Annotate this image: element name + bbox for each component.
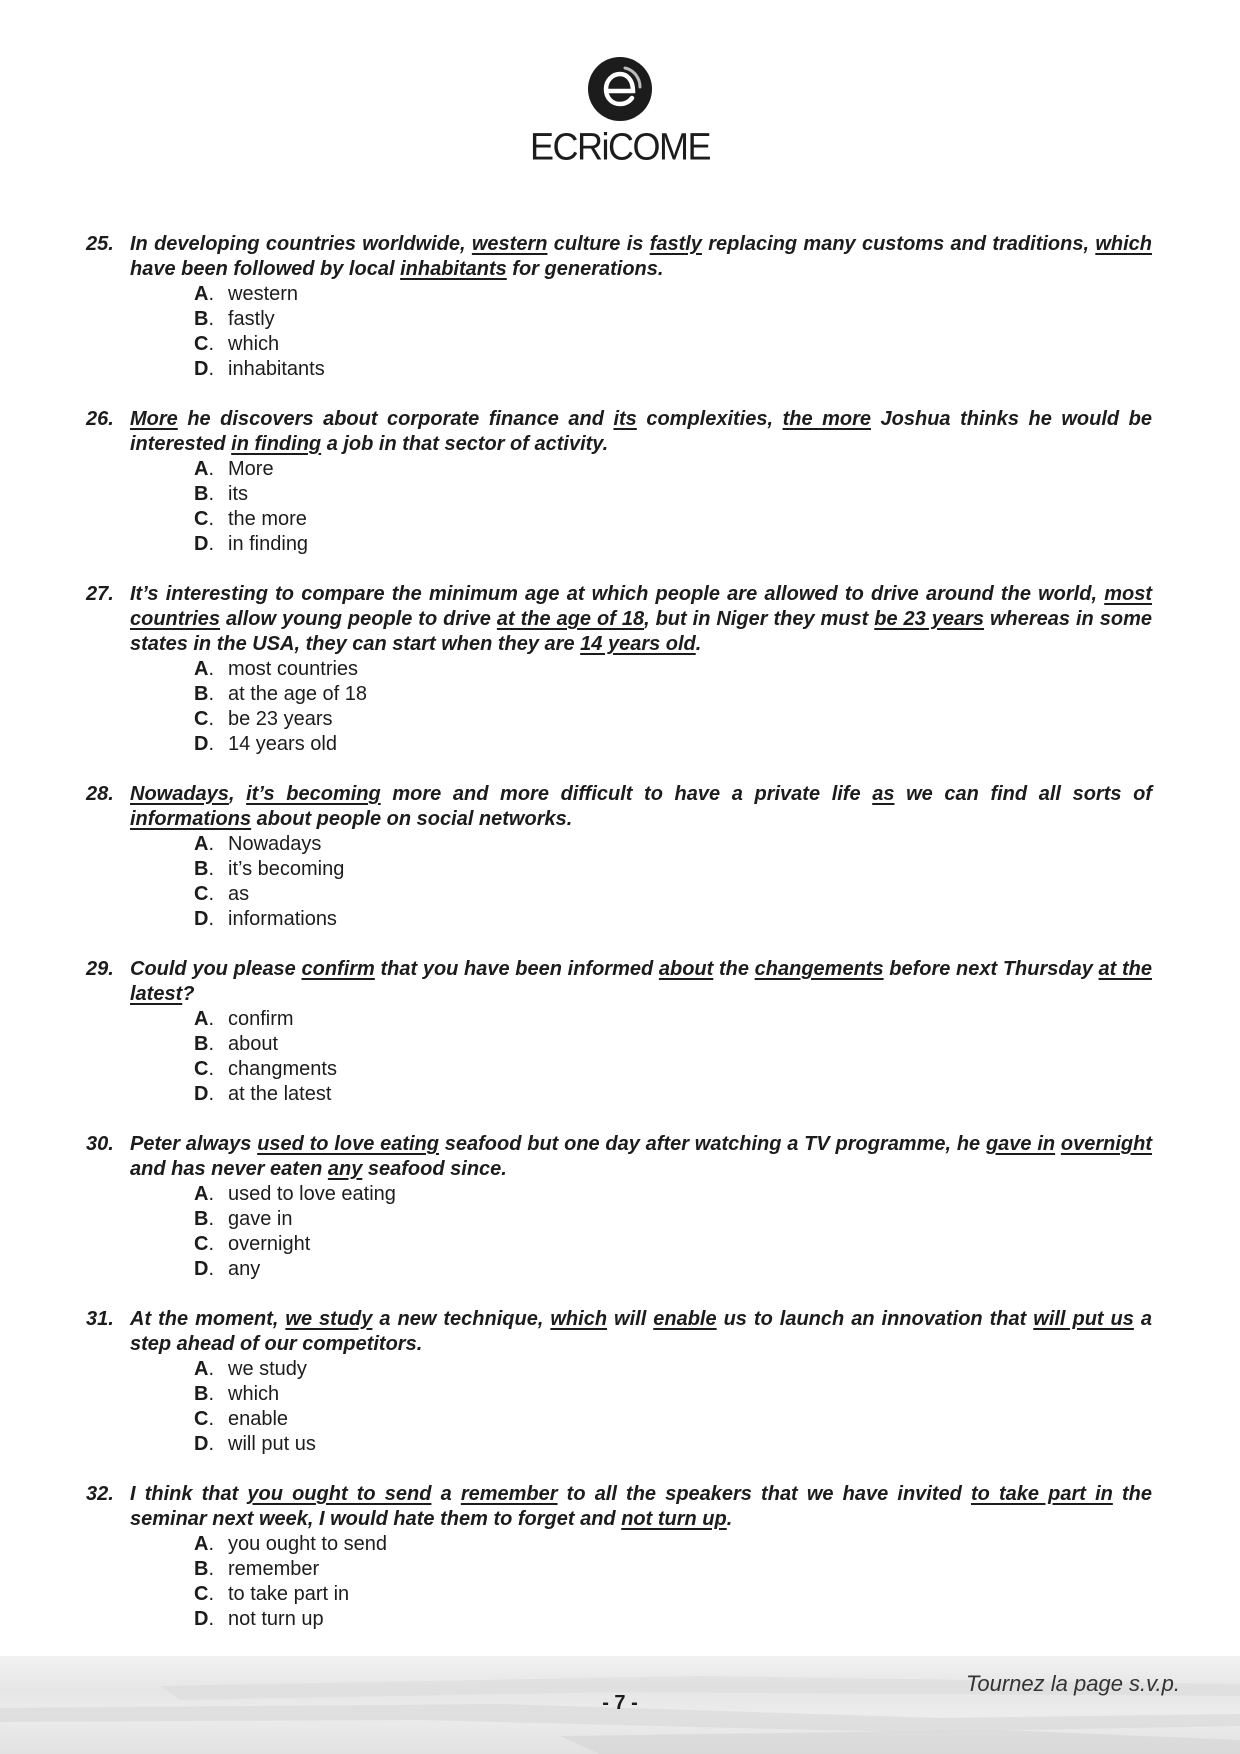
underlined-segment: in finding (231, 433, 322, 455)
underlined-segment: More (130, 408, 178, 430)
text-segment: us to launch an innovation that (716, 1308, 1034, 1330)
question-number: 26. (86, 408, 114, 430)
option-letter: A . (194, 1007, 228, 1032)
turn-page-note: Tournez la page s.v.p. (965, 1671, 1180, 1696)
answer-option (194, 1582, 1152, 1607)
text-segment: a new technique, (372, 1308, 551, 1330)
underlined-segment: which (550, 1308, 608, 1330)
option-text: will put us (228, 1433, 316, 1455)
option-letter: A . (194, 457, 228, 482)
option-text: inhabitants (228, 358, 325, 380)
option-text: the more (228, 508, 307, 530)
answer-option (194, 1607, 1152, 1632)
question-text (130, 1132, 1152, 1182)
text-segment: a (431, 1483, 461, 1505)
answer-option (194, 1357, 1152, 1382)
option-letter: D . (194, 1607, 228, 1632)
answer-options (86, 282, 1152, 382)
text-segment: , but in Niger they must (644, 608, 875, 630)
option-letter: A . (194, 657, 228, 682)
question-text (130, 582, 1152, 657)
option-text: its (228, 483, 248, 505)
question-text (130, 957, 1152, 1007)
option-letter: C . (194, 1582, 228, 1607)
answer-option (194, 907, 1152, 932)
question-number: 30. (86, 1133, 114, 1155)
question-item (86, 232, 1152, 382)
answer-option (194, 1532, 1152, 1557)
answer-option (194, 357, 1152, 382)
option-text: confirm (228, 1008, 294, 1030)
underlined-segment: confirm (301, 958, 375, 980)
question-number: 25. (86, 233, 114, 255)
underlined-segment: you ought to send (247, 1483, 432, 1505)
option-text: fastly (228, 308, 275, 330)
option-letter: A . (194, 832, 228, 857)
question-stem (86, 782, 1152, 832)
text-segment: culture is (547, 233, 650, 255)
option-text: remember (228, 1558, 320, 1580)
text-segment: have been followed by local (130, 258, 401, 280)
text-segment: before next Thursday (883, 958, 1099, 980)
text-segment: and has never eaten (130, 1158, 328, 1180)
option-text: gave in (228, 1208, 293, 1230)
text-segment: complexities, (636, 408, 783, 430)
underlined-segment: most countries (130, 583, 1152, 630)
answer-option (194, 1182, 1152, 1207)
question-stem (86, 957, 1152, 1007)
answer-option (194, 1207, 1152, 1232)
option-text: used to love eating (228, 1183, 396, 1205)
answer-option (194, 1432, 1152, 1457)
option-letter: B . (194, 307, 228, 332)
option-letter: D . (194, 907, 228, 932)
ecricome-logo (0, 56, 1240, 168)
underlined-segment: not turn up (621, 1508, 727, 1530)
answer-option (194, 682, 1152, 707)
question-number: 31. (86, 1308, 114, 1330)
text-segment: more and more difficult to have a private life (380, 783, 873, 805)
answer-options (86, 832, 1152, 932)
question-text (130, 782, 1152, 832)
text-segment: will (607, 1308, 654, 1330)
underlined-segment: gave in (985, 1133, 1056, 1155)
underlined-segment: inhabitants (400, 258, 507, 280)
underlined-segment: its (613, 408, 637, 430)
question-item (86, 1132, 1152, 1282)
option-letter: C . (194, 507, 228, 532)
option-text: western (228, 283, 299, 305)
answer-option (194, 507, 1152, 532)
answer-options (86, 1007, 1152, 1107)
option-text: 14 years old (228, 733, 337, 755)
question-text (130, 1482, 1152, 1532)
option-letter: B . (194, 1032, 228, 1057)
answer-option (194, 732, 1152, 757)
question-stem (86, 582, 1152, 657)
option-letter: C . (194, 1057, 228, 1082)
option-letter: B . (194, 1207, 228, 1232)
answer-option (194, 882, 1152, 907)
underlined-segment: enable (653, 1308, 717, 1330)
option-text: in finding (228, 533, 309, 555)
question-number: 27. (86, 583, 114, 605)
text-segment: a job in that sector of activity. (321, 433, 609, 455)
text-segment: Joshua thinks he would be interested (130, 408, 1152, 455)
option-text: as (228, 883, 250, 905)
text-segment: to all the speakers that we have invited (557, 1483, 971, 1505)
text-segment: Peter always (130, 1133, 258, 1155)
text-segment: allow young people to drive (220, 608, 497, 630)
text-segment: for generations. (506, 258, 664, 280)
question-stem (86, 1132, 1152, 1182)
underlined-segment: Nowadays (130, 783, 229, 805)
answer-option (194, 332, 1152, 357)
option-text: which (228, 1383, 280, 1405)
answer-option (194, 1032, 1152, 1057)
answer-option (194, 657, 1152, 682)
option-letter: C . (194, 882, 228, 907)
text-segment: . (726, 1508, 733, 1530)
answer-option (194, 857, 1152, 882)
option-text: not turn up (228, 1608, 324, 1630)
option-text: about (228, 1033, 279, 1055)
answer-option (194, 307, 1152, 332)
underlined-segment: we study (285, 1308, 373, 1330)
underlined-segment: will put us (1033, 1308, 1134, 1330)
text-segment: we can find all sorts of (894, 783, 1152, 805)
answer-options (86, 1532, 1152, 1632)
answer-option (194, 707, 1152, 732)
text-segment: It’s interesting to compare the minimum age at which people are allowed to drive around the world, (130, 583, 1105, 605)
option-text: at the age of 18 (228, 683, 368, 705)
underlined-segment: as (872, 783, 895, 805)
option-text: it’s becoming (228, 858, 345, 880)
option-text: at the latest (228, 1083, 332, 1105)
question-item (86, 582, 1152, 757)
text-segment: the seminar next week, I would hate them to forget and (130, 1483, 1152, 1530)
underlined-segment: fastly (649, 233, 702, 255)
text-segment: In developing countries worldwide, (130, 233, 472, 255)
option-text: which (228, 333, 280, 355)
option-text: changments (228, 1058, 337, 1080)
answer-option (194, 532, 1152, 557)
answer-option (194, 1007, 1152, 1032)
answer-option (194, 1232, 1152, 1257)
text-segment: At the moment, (130, 1308, 286, 1330)
underlined-segment: remember (460, 1483, 558, 1505)
answer-option (194, 1382, 1152, 1407)
underlined-segment: to take part in (970, 1483, 1113, 1505)
option-letter: D . (194, 532, 228, 557)
underlined-segment: the more (782, 408, 871, 430)
answer-option (194, 482, 1152, 507)
answer-option (194, 1257, 1152, 1282)
text-segment: seafood but one day after watching a TV programme, he (439, 1133, 986, 1155)
question-item (86, 782, 1152, 932)
question-stem (86, 1482, 1152, 1532)
option-text: most countries (228, 658, 359, 680)
option-text: any (228, 1258, 261, 1280)
option-letter: D . (194, 1432, 228, 1457)
page-number: - 7 - (602, 1692, 638, 1714)
option-text: you ought to send (228, 1533, 388, 1555)
option-letter: A . (194, 1182, 228, 1207)
answer-option (194, 282, 1152, 307)
option-letter: A . (194, 1532, 228, 1557)
answer-option (194, 1057, 1152, 1082)
underlined-segment: informations (130, 808, 252, 830)
question-number: 32. (86, 1483, 114, 1505)
question-text (130, 1307, 1152, 1357)
option-text: Nowadays (228, 833, 322, 855)
text-segment: he discovers about corporate finance and (177, 408, 614, 430)
text-segment: about people on social networks. (251, 808, 573, 830)
ecricome-logo-text: ECRiCOME (529, 124, 710, 168)
answer-option (194, 832, 1152, 857)
ecricome-e-logo-icon (587, 56, 653, 122)
option-text: overnight (228, 1233, 311, 1255)
underlined-segment: western (471, 233, 548, 255)
question-number: 29. (86, 958, 114, 980)
question-stem (86, 407, 1152, 457)
option-letter: C . (194, 707, 228, 732)
underlined-segment: at the age of 18 (496, 608, 645, 630)
answer-option (194, 1407, 1152, 1432)
answer-options (86, 657, 1152, 757)
question-item (86, 1307, 1152, 1457)
option-letter: B . (194, 1382, 228, 1407)
answer-option (194, 457, 1152, 482)
question-stem (86, 1307, 1152, 1357)
option-letter: C . (194, 332, 228, 357)
text-segment: Could you please (130, 958, 302, 980)
text-segment: the (713, 958, 755, 980)
underlined-segment: be 23 years (874, 608, 985, 630)
option-text: to take part in (228, 1583, 350, 1605)
option-text: More (228, 458, 274, 480)
option-letter: D . (194, 357, 228, 382)
text-segment: seafood since. (362, 1158, 507, 1180)
option-text: we study (228, 1358, 307, 1380)
option-letter: D . (194, 1257, 228, 1282)
question-text (130, 232, 1152, 282)
question-item (86, 1482, 1152, 1632)
answer-options (86, 1182, 1152, 1282)
option-letter: B . (194, 682, 228, 707)
underlined-segment: used to love eating (257, 1133, 439, 1155)
underlined-segment: changements (754, 958, 884, 980)
option-letter: C . (194, 1407, 228, 1432)
answer-options (86, 457, 1152, 557)
text-segment: that you have been informed (374, 958, 659, 980)
option-letter: A . (194, 282, 228, 307)
answer-option (194, 1082, 1152, 1107)
option-letter: D . (194, 1082, 228, 1107)
underlined-segment: overnight (1060, 1133, 1152, 1155)
question-item (86, 957, 1152, 1107)
option-text: informations (228, 908, 337, 930)
option-letter: A . (194, 1357, 228, 1382)
option-text: be 23 years (228, 708, 333, 730)
answer-options (86, 1357, 1152, 1457)
answer-option (194, 1557, 1152, 1582)
underlined-segment: 14 years old (580, 633, 696, 655)
option-letter: B . (194, 1557, 228, 1582)
text-segment: I think that (130, 1483, 248, 1505)
underlined-segment: at the latest (130, 958, 1152, 1005)
question-text (130, 407, 1152, 457)
question-list (86, 232, 1152, 1657)
option-letter: D . (194, 732, 228, 757)
question-item (86, 407, 1152, 557)
underlined-segment: any (327, 1158, 363, 1180)
question-stem (86, 232, 1152, 282)
underlined-segment: which (1095, 233, 1152, 255)
option-text: enable (228, 1408, 289, 1430)
text-segment: replacing many customs and traditions, (701, 233, 1096, 255)
option-letter: C . (194, 1232, 228, 1257)
underlined-segment: about (658, 958, 714, 980)
option-letter: B . (194, 857, 228, 882)
option-letter: B . (194, 482, 228, 507)
text-segment: ? (182, 983, 195, 1005)
text-segment: , (228, 783, 247, 805)
underlined-segment: it’s becoming (246, 783, 381, 805)
text-segment: whereas in some states in the USA, they can start when they are (130, 608, 1152, 655)
question-number: 28. (86, 783, 114, 805)
text-segment: a step ahead of our competitors. (130, 1308, 1152, 1355)
text-segment: . (695, 633, 702, 655)
